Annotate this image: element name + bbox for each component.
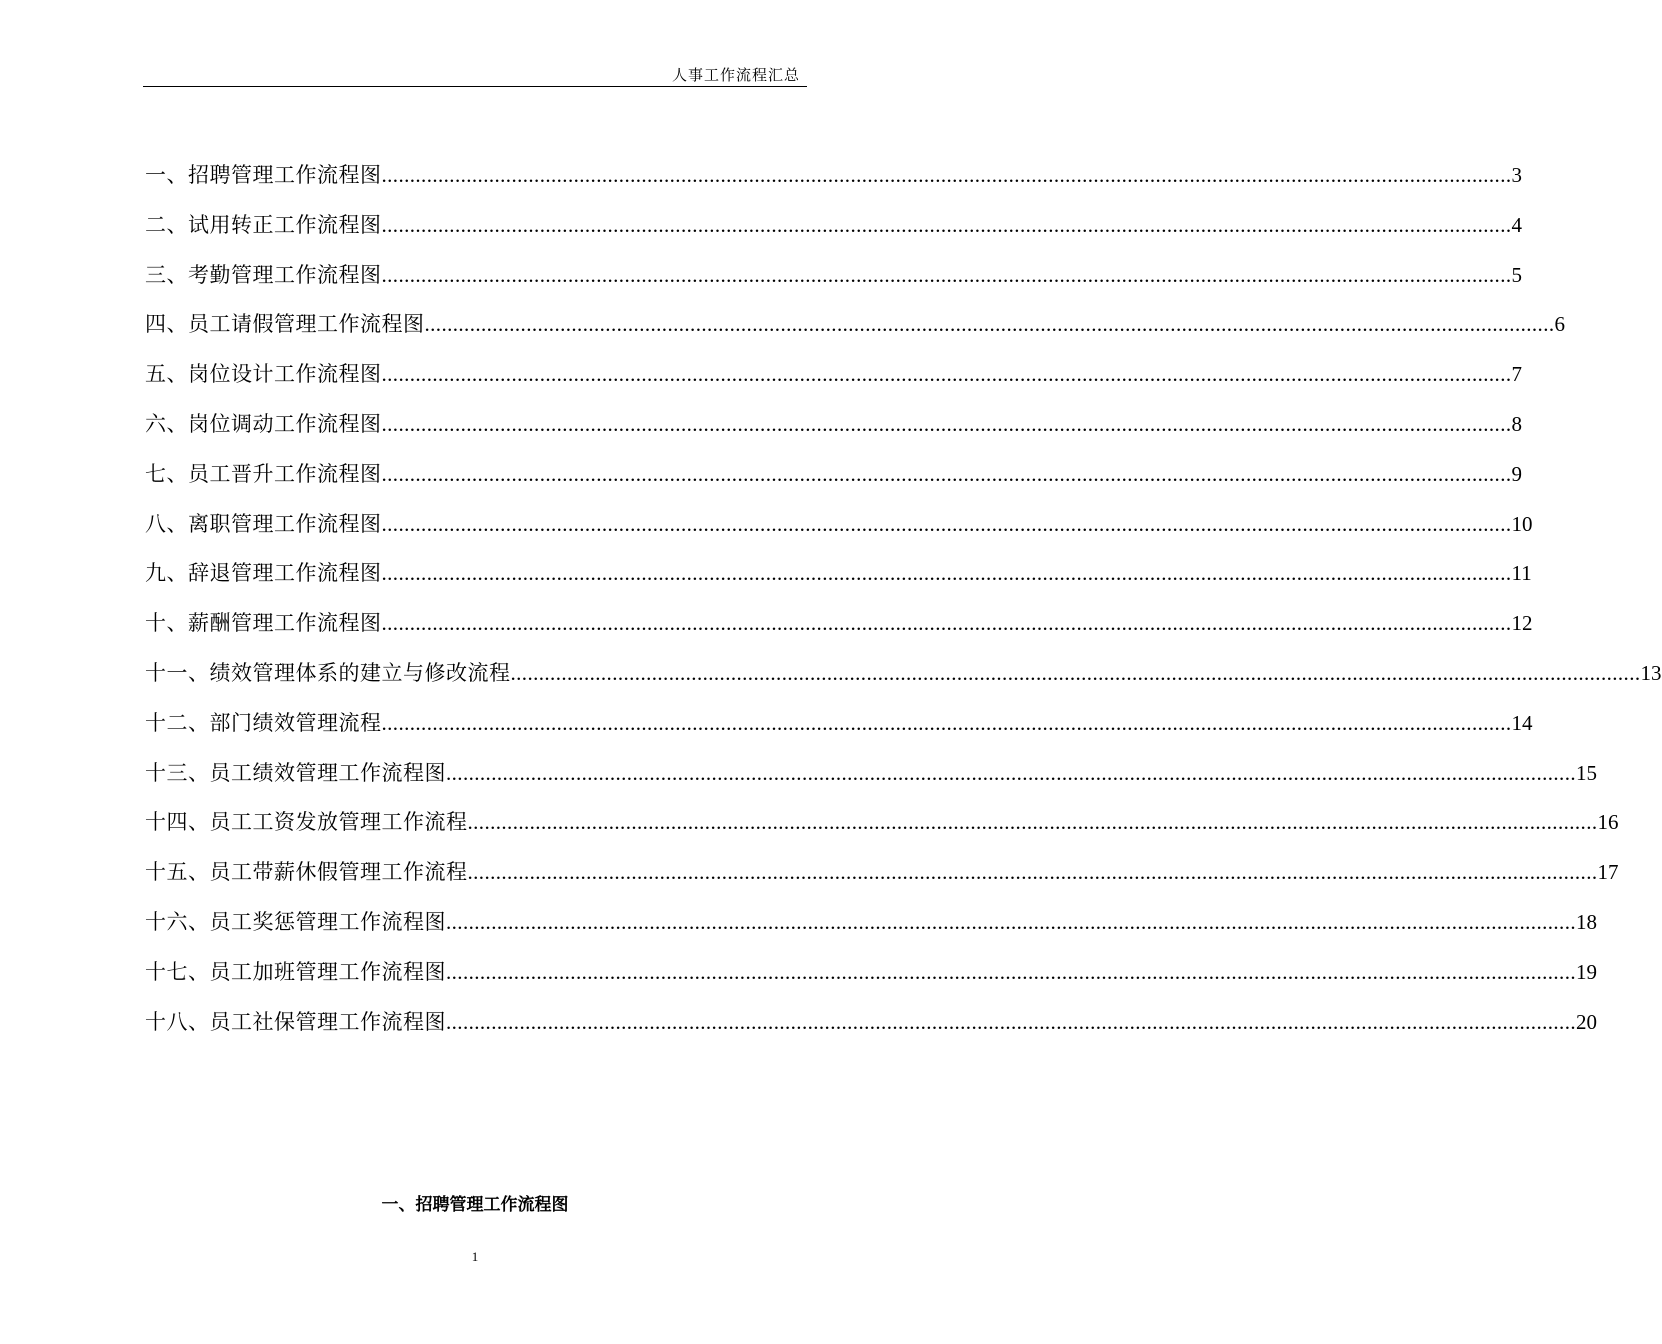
toc-entry-title: 二、试用转正工作流程图 (145, 212, 382, 237)
toc-dot-leader: ........................................................................................................................................................................................................ (381, 611, 1512, 636)
toc-entry-title: 十、薪酬管理工作流程图 (145, 611, 382, 636)
toc-dot-leader: ........................................................................................................................................................................................................ (381, 511, 1512, 536)
toc-entry-title: 六、岗位调动工作流程图 (145, 411, 382, 436)
toc-entry[interactable] (145, 205, 1522, 255)
toc-entry[interactable] (145, 1002, 1597, 1052)
toc-entry[interactable] (145, 155, 1522, 205)
toc-entry[interactable] (145, 802, 1619, 852)
toc-entry-page: 4 (1511, 212, 1522, 237)
toc-entry-page: 8 (1511, 411, 1522, 436)
toc-entry-title: 四、员工请假管理工作流程图 (145, 312, 425, 337)
toc-entry[interactable] (145, 454, 1522, 504)
toc-entry-page: 14 (1511, 710, 1533, 735)
toc-entry[interactable] (145, 553, 1532, 603)
toc-entry[interactable] (145, 404, 1522, 454)
toc-dot-leader: ........................................................................................................................................................................................................ (381, 561, 1512, 586)
toc-entry-title: 九、辞退管理工作流程图 (145, 561, 382, 586)
running-header: 人事工作流程汇总 (671, 66, 800, 84)
toc-entry-title: 三、考勤管理工作流程图 (145, 262, 382, 287)
toc-dot-leader: ........................................................................................................................................................................................................ (381, 411, 1512, 436)
toc-entry-page: 12 (1511, 611, 1533, 636)
toc-entry-title: 十六、员工奖惩管理工作流程图 (145, 909, 446, 934)
toc-entry-page: 9 (1511, 461, 1522, 486)
toc-dot-leader: ........................................................................................................................................................................................................ (467, 860, 1598, 885)
toc-dot-leader: ........................................................................................................................................................................................................ (381, 710, 1512, 735)
toc-entry-title: 十四、员工工资发放管理工作流程 (145, 810, 468, 835)
toc-entry-page: 7 (1511, 362, 1522, 387)
toc-dot-leader: ........................................................................................................................................................................................................ (381, 212, 1512, 237)
toc-entry-page: 11 (1511, 561, 1532, 586)
toc-entry-title: 一、招聘管理工作流程图 (145, 163, 382, 187)
toc-entry-page: 5 (1511, 262, 1522, 287)
toc-dot-leader: ........................................................................................................................................................................................................ (446, 909, 1576, 934)
toc-entry-page: 16 (1597, 810, 1619, 835)
toc-entry-title: 八、离职管理工作流程图 (145, 511, 382, 536)
toc-entry-page: 18 (1576, 909, 1597, 934)
toc-entry[interactable] (145, 753, 1597, 803)
toc-dot-leader: ........................................................................................................................................................................................................ (381, 163, 1512, 187)
toc-dot-leader: ........................................................................................................................................................................................................ (446, 1009, 1576, 1034)
toc-entry-title: 十三、员工绩效管理工作流程图 (145, 760, 446, 785)
toc-entry[interactable] (145, 852, 1619, 902)
toc-entry-page: 3 (1511, 163, 1522, 187)
toc-dot-leader: ........................................................................................................................................................................................................ (381, 262, 1512, 287)
toc-entry-page: 10 (1511, 511, 1533, 536)
toc-dot-leader: ........................................................................................................................................................................................................ (381, 362, 1512, 387)
toc-dot-leader: ........................................................................................................................................................................................................ (510, 660, 1641, 685)
toc-entry[interactable] (145, 304, 1565, 354)
toc-entry-title: 十二、部门绩效管理流程 (145, 710, 382, 735)
toc-entry-page: 13 (1640, 660, 1662, 685)
toc-entry-page: 20 (1576, 1009, 1597, 1034)
toc-entry[interactable] (145, 653, 1662, 703)
toc-entry-page: 17 (1597, 860, 1619, 885)
toc-entry-title: 七、员工晋升工作流程图 (145, 461, 382, 486)
toc-entry[interactable] (145, 703, 1533, 753)
header-rule (143, 86, 807, 87)
toc-dot-leader: ........................................................................................................................................................................................................ (381, 461, 1512, 486)
toc-dot-leader: ........................................................................................................................................................................................................ (446, 760, 1576, 785)
toc-entry[interactable] (145, 603, 1533, 653)
toc-entry-title: 十五、员工带薪休假管理工作流程 (145, 860, 468, 885)
toc-dot-leader: ........................................................................................................................................................................................................ (446, 959, 1576, 984)
toc-entry-title: 五、岗位设计工作流程图 (145, 362, 382, 387)
toc-entry-title: 十一、绩效管理体系的建立与修改流程 (145, 660, 511, 685)
page-number: 1 (471, 1249, 479, 1264)
toc-dot-leader: ........................................................................................................................................................................................................ (467, 810, 1598, 835)
toc-entry-title: 十七、员工加班管理工作流程图 (145, 959, 446, 984)
section-heading: 一、招聘管理工作流程图 (381, 1195, 569, 1215)
toc-dot-leader: ........................................................................................................................................................................................................ (424, 312, 1555, 337)
toc-entry-page: 19 (1576, 959, 1597, 984)
toc-entry[interactable] (145, 354, 1522, 404)
toc-entry[interactable] (145, 255, 1522, 305)
toc-entry-page: 6 (1554, 312, 1565, 337)
table-of-contents (145, 155, 1662, 1051)
toc-entry-title: 十八、员工社保管理工作流程图 (145, 1009, 446, 1034)
toc-entry[interactable] (145, 902, 1597, 952)
toc-entry-page: 15 (1576, 760, 1597, 785)
toc-entry[interactable] (145, 504, 1533, 554)
toc-entry[interactable] (145, 952, 1597, 1002)
